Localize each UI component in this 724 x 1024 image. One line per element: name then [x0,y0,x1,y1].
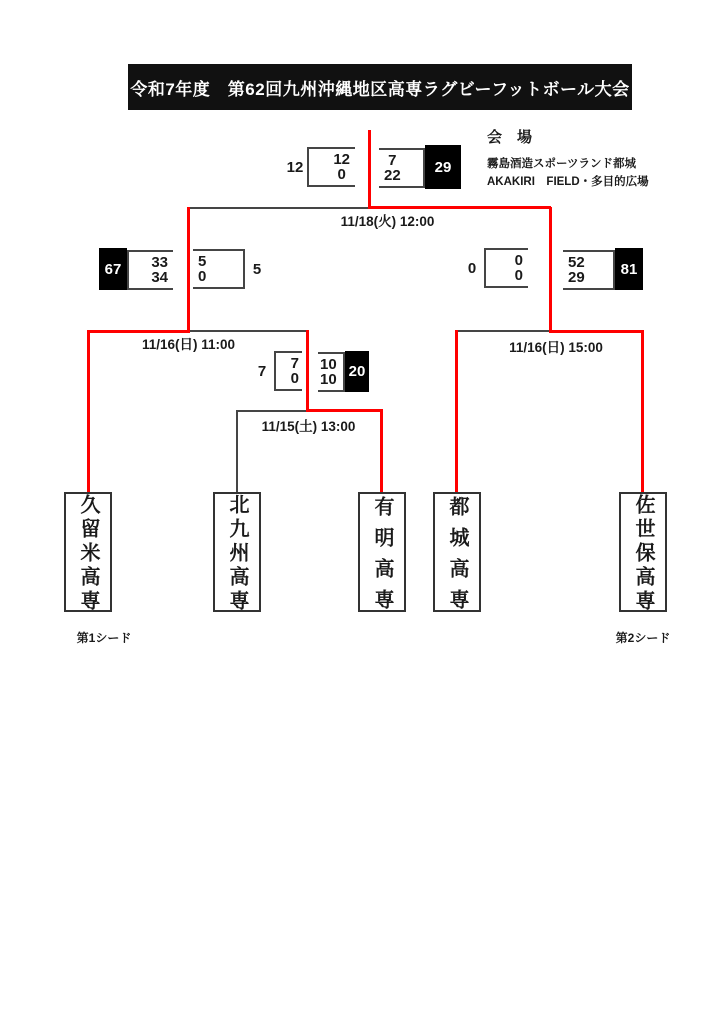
round1-left-halves [288,353,302,389]
final-right-score-block [379,145,461,189]
semi2-left-total: 0 [467,259,477,277]
final-winner-score-box: 29 [425,145,461,189]
round1-connector-right-red [306,409,383,412]
team-box-miyakonojo [433,492,481,620]
team-box-kitakyushu [213,492,261,612]
semi1-right-score-block [193,249,269,289]
final-left-total: 12 [286,158,304,176]
round1-right-halves [318,354,339,390]
semi2-right-bracket [563,250,615,290]
semi2-date: 11/16(日) 15:00 [509,340,603,355]
semi1-left-halves [146,252,173,288]
kurume-feeder-line [87,330,90,493]
semi1-left-half2: 34 [151,268,168,286]
team-box-sasebo [619,492,667,612]
kitakyushu-feeder-line [236,410,238,493]
semi1-right-bracket [193,249,245,289]
round1-left-total: 7 [257,362,267,380]
miyakonojo-feeder-line [455,330,458,493]
semi2-left-half2: 0 [514,267,523,284]
round1-left-bracket [274,351,302,391]
final-left-halves [328,149,355,185]
semi1-winner-line [187,207,190,332]
ariake-feeder-line [380,409,383,493]
semi1-left-score-block [99,248,173,290]
semi1-connector-right-black [190,330,308,332]
semi1-left-bracket [127,250,173,290]
round1-left-half1: 7 [290,355,299,372]
semi1-date: 11/16(日) 11:00 [141,337,236,352]
final-right-half2: 22 [384,167,401,184]
semi2-right-halves [563,252,590,288]
round1-right-half2: 10 [320,370,337,388]
final-right-half1: 7 [388,152,397,169]
team-name-ariake: 有明高専 [371,495,393,620]
final-left-bracket [307,147,355,187]
tournament-title: 令和7年度 第62回九州沖縄地区高専ラグビーフットボール大会 [130,79,630,99]
semi2-left-bracket [484,248,528,288]
semi1-right-half1: 5 [198,253,207,270]
final-right-halves [379,150,406,186]
seed1-label: 第1シード [76,631,132,645]
semi1-winner-score-box: 67 [99,248,127,290]
champion-line [368,130,371,208]
tournament-title-banner [128,64,632,110]
round1-connector-left-black [236,410,308,412]
team-name-kitakyushu: 北九州高専 [226,494,248,614]
semi2-winner-line [549,207,552,332]
semi2-winner-score-box: 81 [615,248,643,290]
final-right-bracket [379,148,425,188]
round1-left-half2: 0 [290,370,299,387]
semi2-left-half1: 0 [514,252,523,269]
round1-date: 11/15(土) 13:00 [261,419,356,434]
semi2-connector-right-red [549,330,644,333]
semi1-left-half1: 33 [151,253,168,271]
sem1-right-half2: 0 [198,268,207,285]
team-box-kurume [64,492,112,612]
semi2-right-half1: 52 [568,253,585,271]
round1-right-half1: 10 [320,355,337,373]
final-left-half2: 0 [337,166,346,183]
round1-winner-score-box: 20 [345,351,369,392]
semi2-connector-left-black [456,330,550,332]
final-left-half1: 12 [333,151,350,168]
seed2-label: 第2シード [615,631,671,645]
venue-field: AKAKIRI FIELD・多目的広場 [487,175,649,188]
final-date: 11/18(火) 12:00 [340,214,435,229]
semi2-left-halves [510,250,528,286]
team-name-sasebo: 佐世保高専 [632,494,654,614]
sasebo-feeder-line [641,330,644,493]
team-name-miyakonojo: 都城高専 [446,495,468,620]
semi2-left-score-block [460,248,528,288]
final-connector-right-red [368,206,551,209]
semi1-right-total: 5 [252,260,262,278]
ariake-advance-line [306,330,309,412]
final-left-score-block [283,147,355,187]
team-box-ariake [358,492,406,620]
venue-info [487,126,649,192]
round1-right-score-block [318,351,369,392]
round1-left-score-block [250,351,302,391]
venue-heading: 会 場 [487,129,533,146]
semi2-right-half2: 29 [568,268,585,286]
venue-name: 霧島酒造スポーツランド都城 [487,158,637,170]
semi2-right-score-block [563,248,643,290]
team-name-kurume: 久留米高専 [77,494,99,614]
round1-right-bracket [318,352,345,392]
final-connector-left-black [187,207,368,209]
semi1-right-halves [193,251,211,287]
